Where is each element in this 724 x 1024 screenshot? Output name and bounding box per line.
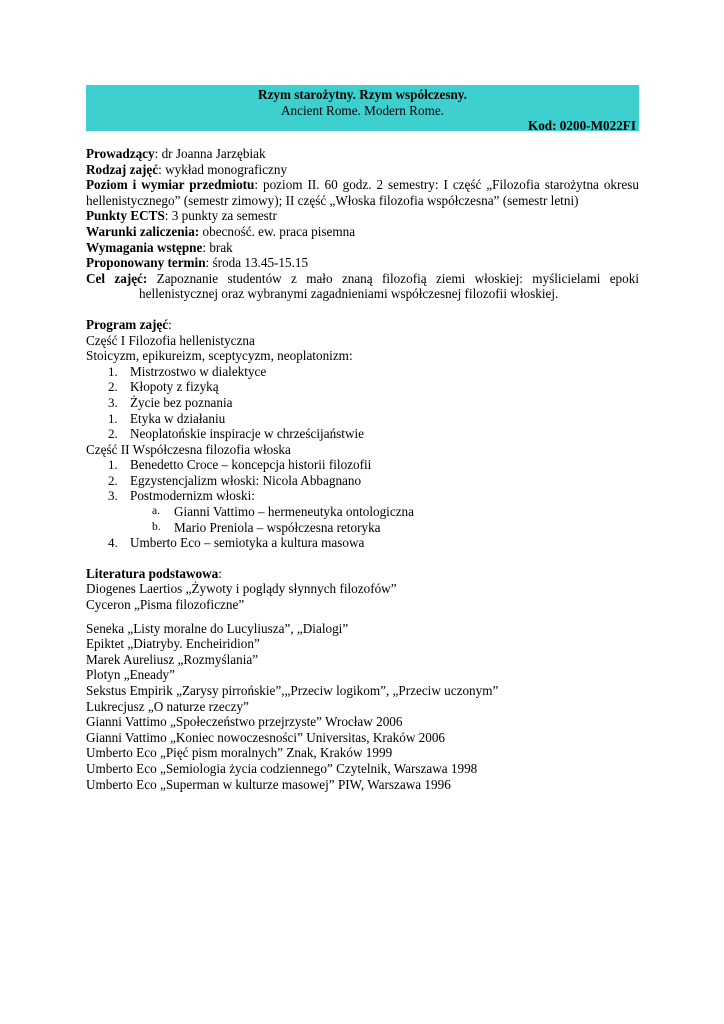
part2-title: Część II Współczesna filozofia włoska xyxy=(86,441,291,457)
list-text: Umberto Eco – semiotyka a kultura masowa xyxy=(130,535,365,551)
program-label-suffix: : xyxy=(168,316,172,332)
literature-entry: Epiktet „Diatryby. Encheiridion” xyxy=(86,636,260,652)
program-heading xyxy=(86,317,639,333)
info-ects xyxy=(86,208,639,224)
info-rodzaj xyxy=(86,162,639,178)
list-number: 3. xyxy=(108,488,118,504)
sublist-text: Gianni Vattimo – hermeneutyka ontologiczna xyxy=(174,504,415,520)
info-termin xyxy=(86,255,639,271)
literature-entry: Cyceron „Pisma filozoficzne” xyxy=(86,597,245,613)
info-label: Warunki zaliczenia: xyxy=(86,223,200,239)
part1-subtitle: Stoicyzm, epikureizm, sceptycyzm, neoplatonizm: xyxy=(86,348,353,364)
info-warunki xyxy=(86,224,639,240)
info-label: Prowadzący xyxy=(86,146,155,161)
info-value: : 3 punkty za semestr xyxy=(164,208,277,224)
part1-title: Część I Filozofia hellenistyczna xyxy=(86,332,255,348)
list-item xyxy=(86,473,639,489)
list-item xyxy=(86,535,639,551)
list-item xyxy=(86,395,639,411)
info-value: : brak xyxy=(202,239,233,255)
list-number: 1. xyxy=(108,363,118,379)
course-info xyxy=(86,146,639,302)
info-value: Zapoznanie studentów z mało znaną filozofią ziemi włoskiej: myślicielami epoki hellenistycznej oraz wybranymi zagadnieniami współczesnej filozofii włoskiej. xyxy=(139,270,639,302)
part2-sublist xyxy=(86,504,639,535)
list-number: 2. xyxy=(108,379,118,395)
literature-label-suffix: : xyxy=(218,565,222,581)
list-text: Egzystencjalizm włoski: Nicola Abbagnano xyxy=(130,472,362,488)
sublist-item xyxy=(86,504,639,520)
list-item xyxy=(86,411,639,427)
literature-label: Literatura podstawowa xyxy=(86,565,219,581)
literature-entry: Gianni Vattimo „Społeczeństwo przejrzyste” Wrocław 2006 xyxy=(86,714,403,730)
list-number: 1. xyxy=(108,457,118,473)
list-text: Postmodernizm włoski: xyxy=(130,488,255,504)
course-header xyxy=(86,85,639,134)
info-value: : wykład monograficzny xyxy=(158,161,288,177)
list-text: Etyka w działaniu xyxy=(130,410,226,426)
part2-list xyxy=(86,457,639,504)
part1-list xyxy=(86,364,639,442)
literature-entry: Seneka „Listy moralne do Lucyliusza”, „Dialogi” xyxy=(86,620,349,636)
course-title-pl: Rzym starożytny. Rzym współczesny. xyxy=(258,87,467,102)
info-label: Proponowany termin xyxy=(86,255,206,271)
literature-entry: Plotyn „Eneady” xyxy=(86,667,175,683)
literature-entry: Sekstus Empirik „Zarysy pirrońskie”,„Przeciw logikom”, „Przeciw uczonym” xyxy=(86,683,499,698)
course-code: Kod: 0200-M022FI xyxy=(527,118,636,134)
list-item xyxy=(86,379,639,395)
info-wymagania xyxy=(86,240,639,256)
literature-entry: Diogenes Laertios „Żywoty i poglądy słynnych filozofów” xyxy=(86,581,397,597)
literature-section xyxy=(86,566,639,792)
list-text: Neoplatońskie inspiracje w chrześcijaństwie xyxy=(130,426,364,442)
list-item xyxy=(86,457,639,473)
list-text: Kłopoty z fizyką xyxy=(130,379,219,395)
list-text: Benedetto Croce – koncepcja historii filozofii xyxy=(130,457,372,473)
part2-list-end xyxy=(86,535,639,551)
course-title-en: Ancient Rome. Modern Rome. xyxy=(281,102,444,118)
info-label: Poziom i wymiar przedmiotu xyxy=(86,177,255,193)
list-number: 2. xyxy=(108,472,118,488)
info-label: Wymagania wstępne xyxy=(86,239,203,255)
info-value: : poziom II. 60 godz. 2 semestry: I część „Filozofia starożytna okresu hellenistycznego” (semestr zimowy); II część „Włoska filozofia współczesna” (semestr letni) xyxy=(86,177,639,208)
literature-entry: Umberto Eco „Pięć pism moralnych” Znak, Kraków 1999 xyxy=(86,745,393,761)
sublist-letter: b. xyxy=(152,520,161,533)
sublist-text: Mario Preniola – współczesna retoryka xyxy=(174,519,381,535)
list-number: 2. xyxy=(108,426,118,442)
info-poziom xyxy=(86,177,639,208)
info-label: Cel zajęć: xyxy=(86,270,148,286)
list-item xyxy=(86,364,639,380)
literature-heading xyxy=(86,566,639,582)
list-text: Mistrzostwo w dialektyce xyxy=(130,363,267,379)
document-page xyxy=(86,85,639,792)
list-number: 4. xyxy=(108,535,118,551)
info-label: Punkty ECTS xyxy=(86,208,165,224)
list-item xyxy=(86,426,639,442)
info-value: : środa 13.45-15.15 xyxy=(205,255,309,271)
literature-entry: Umberto Eco „Semiologia życia codziennego” Czytelnik, Warszawa 1998 xyxy=(86,760,478,776)
list-text: Życie bez poznania xyxy=(130,394,233,410)
list-number: 1. xyxy=(108,410,118,426)
program-label: Program zajęć xyxy=(86,316,169,332)
info-cel xyxy=(86,271,639,302)
info-value: obecność. ew. praca pisemna xyxy=(199,223,356,239)
info-label: Rodzaj zajęć xyxy=(86,161,159,177)
literature-entry: Lukrecjusz „O naturze rzeczy” xyxy=(86,698,249,714)
sublist-item xyxy=(86,520,639,536)
info-prowadzacy xyxy=(86,146,639,162)
literature-entry: Marek Aureliusz „Rozmyślania” xyxy=(86,651,259,667)
list-number: 3. xyxy=(108,394,118,410)
literature-entry: Umberto Eco „Superman w kulturze masowej” PIW, Warszawa 1996 xyxy=(86,776,451,792)
literature-entry: Gianni Vattimo „Koniec nowoczesności” Universitas, Kraków 2006 xyxy=(86,729,446,745)
sublist-letter: a. xyxy=(152,505,160,518)
program-section xyxy=(86,317,639,551)
list-item xyxy=(86,488,639,504)
info-value: : dr Joanna Jarzębiak xyxy=(154,146,266,161)
